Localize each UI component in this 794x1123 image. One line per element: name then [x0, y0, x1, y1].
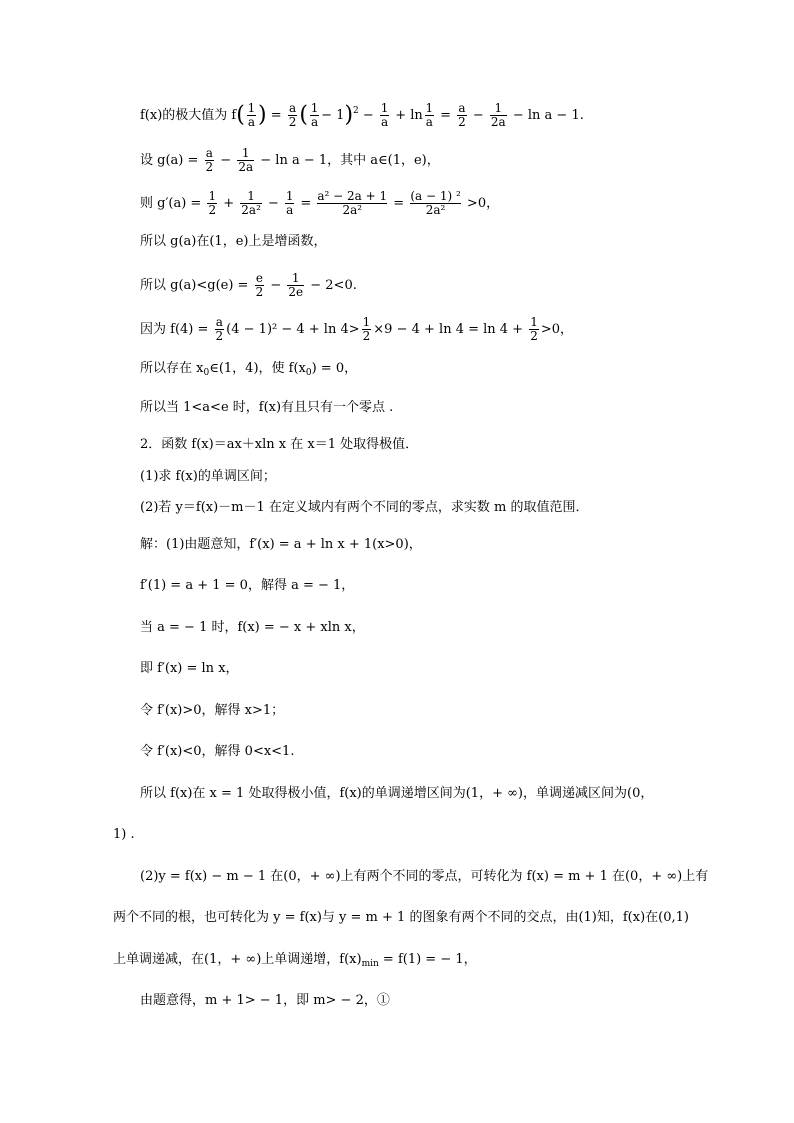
numerator: 1	[247, 101, 256, 115]
fraction	[207, 190, 217, 217]
text: − ln a − 1，其中 a∈(1，e)，	[256, 153, 440, 168]
text: 则 g′(a) =	[140, 196, 206, 211]
solution-line-9: (2)y = f(x) − m − 1 在(0，+ ∞)上有两个不同的零点，可转化为 f(x) = m + 1 在(0，+ ∞)上有	[140, 869, 709, 884]
fraction	[205, 147, 215, 174]
text: >0，	[462, 196, 500, 211]
line-define-g	[140, 147, 440, 174]
text: ×9 − 4 + ln 4 = ln 4 +	[373, 322, 528, 337]
text: >0，	[540, 322, 574, 337]
text: f(x)的极大值为 f	[140, 108, 237, 123]
numerator: (a − 1) ²	[410, 189, 461, 203]
text: =	[389, 196, 409, 211]
text: 上单调递减，在(1，+ ∞)上单调递增，f(x)	[113, 952, 362, 967]
solution-line-2: f′(1) = a + 1 = 0，解得 a = − 1，	[140, 578, 355, 593]
text: ) = 0，	[311, 361, 358, 376]
numerator: 1	[530, 315, 538, 329]
denominator: a	[247, 115, 255, 129]
fraction	[457, 102, 467, 129]
subscript: min	[361, 959, 379, 969]
question-2: 2．函数 f(x)＝ax＋xln x 在 x＝1 处取得极值．	[140, 437, 419, 452]
solution-line-6: 令 f′(x)<0，解得 0<x<1.	[140, 744, 295, 759]
text: −	[358, 108, 378, 123]
denominator: 2	[288, 115, 297, 129]
fraction	[380, 102, 389, 129]
subscript: 0	[305, 368, 312, 378]
fraction	[410, 190, 460, 217]
text: 因为 f(4) =	[140, 322, 213, 337]
denominator: 2	[255, 285, 264, 299]
solution-line-12: 由题意得，m + 1> − 1，即 m> − 2，①	[140, 993, 390, 1008]
solution-line-8: 1) .	[113, 827, 135, 842]
numerator: a	[215, 315, 223, 329]
numerator: a	[288, 101, 297, 115]
paren: (	[236, 102, 245, 128]
text: +	[219, 196, 239, 211]
numerator: e	[255, 271, 263, 285]
numerator: 1	[380, 101, 389, 115]
denominator: 2a	[238, 160, 254, 174]
superscript: 2	[353, 106, 359, 116]
numerator: 1	[362, 315, 371, 329]
paren: (	[299, 102, 308, 128]
numerator: 1	[425, 101, 434, 115]
question-2-part-2: (2)若 y＝f(x)－m－1 在定义域内有两个不同的零点，求实数 m 的取值范围．	[140, 500, 589, 515]
numerator: a	[458, 101, 466, 115]
numerator: 1	[208, 189, 217, 203]
denominator: a	[286, 203, 294, 217]
numerator: 1	[285, 189, 294, 203]
paren: )	[344, 102, 354, 128]
numerator: 1	[247, 189, 255, 203]
denominator: 2	[458, 115, 466, 129]
numerator: 1	[241, 146, 250, 160]
denominator: 2a	[490, 115, 506, 129]
text: =	[435, 108, 456, 123]
denominator: a	[425, 115, 433, 129]
text: −	[468, 108, 488, 123]
line-f4	[140, 316, 573, 343]
fraction	[255, 272, 265, 299]
paren: )	[257, 102, 267, 128]
text: =	[266, 108, 286, 123]
fraction	[317, 190, 387, 217]
fraction	[362, 316, 372, 343]
solution-line-4: 即 f′(x) = ln x，	[140, 661, 239, 676]
numerator: a	[205, 146, 213, 160]
denominator: 2a²	[410, 203, 460, 217]
denominator: 2	[215, 329, 224, 343]
numerator: 1	[310, 101, 319, 115]
denominator: 2	[530, 329, 538, 343]
fraction	[215, 316, 225, 343]
fraction	[529, 316, 539, 343]
fraction	[247, 102, 256, 129]
numerator: a² − 2a + 1	[317, 189, 388, 203]
fraction	[287, 272, 304, 299]
text: −	[216, 153, 236, 168]
solution-line-11	[113, 952, 477, 972]
question-2-part-1: (1)求 f(x)的单调区间；	[140, 469, 276, 484]
denominator: 2	[205, 160, 214, 174]
denominator: 2	[362, 329, 371, 343]
text: − 1	[321, 108, 345, 123]
text: 所以存在 x	[140, 361, 204, 376]
denominator: a	[310, 115, 319, 129]
text: (4 − 1)² − 4 + ln 4>	[226, 322, 360, 337]
denominator: 2a²	[241, 203, 261, 217]
text: − ln a − 1.	[508, 108, 584, 123]
fraction	[490, 102, 507, 129]
line-exists-x0	[140, 361, 357, 381]
fraction	[288, 102, 298, 129]
text: 所以 g(a)<g(e) =	[140, 278, 253, 293]
text: −	[266, 278, 286, 293]
line-max-value	[140, 102, 584, 129]
fraction	[237, 147, 254, 174]
denominator: 2a²	[317, 203, 387, 217]
text: −	[263, 196, 284, 211]
numerator: 1	[291, 271, 300, 285]
line-increasing: 所以 g(a)在(1，e)上是增函数，	[140, 234, 327, 249]
fraction	[425, 102, 434, 129]
solution-line-5: 令 f′(x)>0，解得 x>1；	[140, 703, 285, 718]
solution-line-3: 当 a = − 1 时，f(x) = − x + xln x，	[140, 620, 365, 635]
denominator: 2e	[288, 285, 304, 299]
text: + ln	[391, 108, 423, 123]
fraction	[240, 190, 262, 217]
numerator: 1	[494, 101, 503, 115]
solution-line-10: 两个不同的根，也可转化为 y = f(x)与 y = m + 1 的图象有两个不同的交点，由(1)知，f(x)在(0,1)	[113, 910, 689, 925]
text: = f(1) = − 1，	[378, 952, 477, 967]
fraction	[310, 102, 319, 129]
solution-line-1: 解：(1)由题意知，f′(x) = a + ln x + 1(x>0)，	[140, 537, 422, 552]
line-conclusion: 所以当 1<a<e 时，f(x)有且只有一个零点 .	[140, 400, 394, 415]
fraction	[285, 190, 294, 217]
text: − 2<0.	[306, 278, 357, 293]
denominator: a	[380, 115, 389, 129]
line-g-bound	[140, 272, 357, 299]
text: ∈(1，4)，使 f(x	[209, 361, 306, 376]
solution-line-7: 所以 f(x)在 x = 1 处取得极小值，f(x)的单调递增区间为(1，+ ∞)，单调递减区间为(0，	[140, 786, 654, 801]
denominator: 2	[208, 203, 217, 217]
line-derivative-g	[140, 190, 499, 217]
text: 设 g(a) =	[140, 153, 203, 168]
text: =	[296, 196, 316, 211]
subscript: 0	[203, 368, 210, 378]
